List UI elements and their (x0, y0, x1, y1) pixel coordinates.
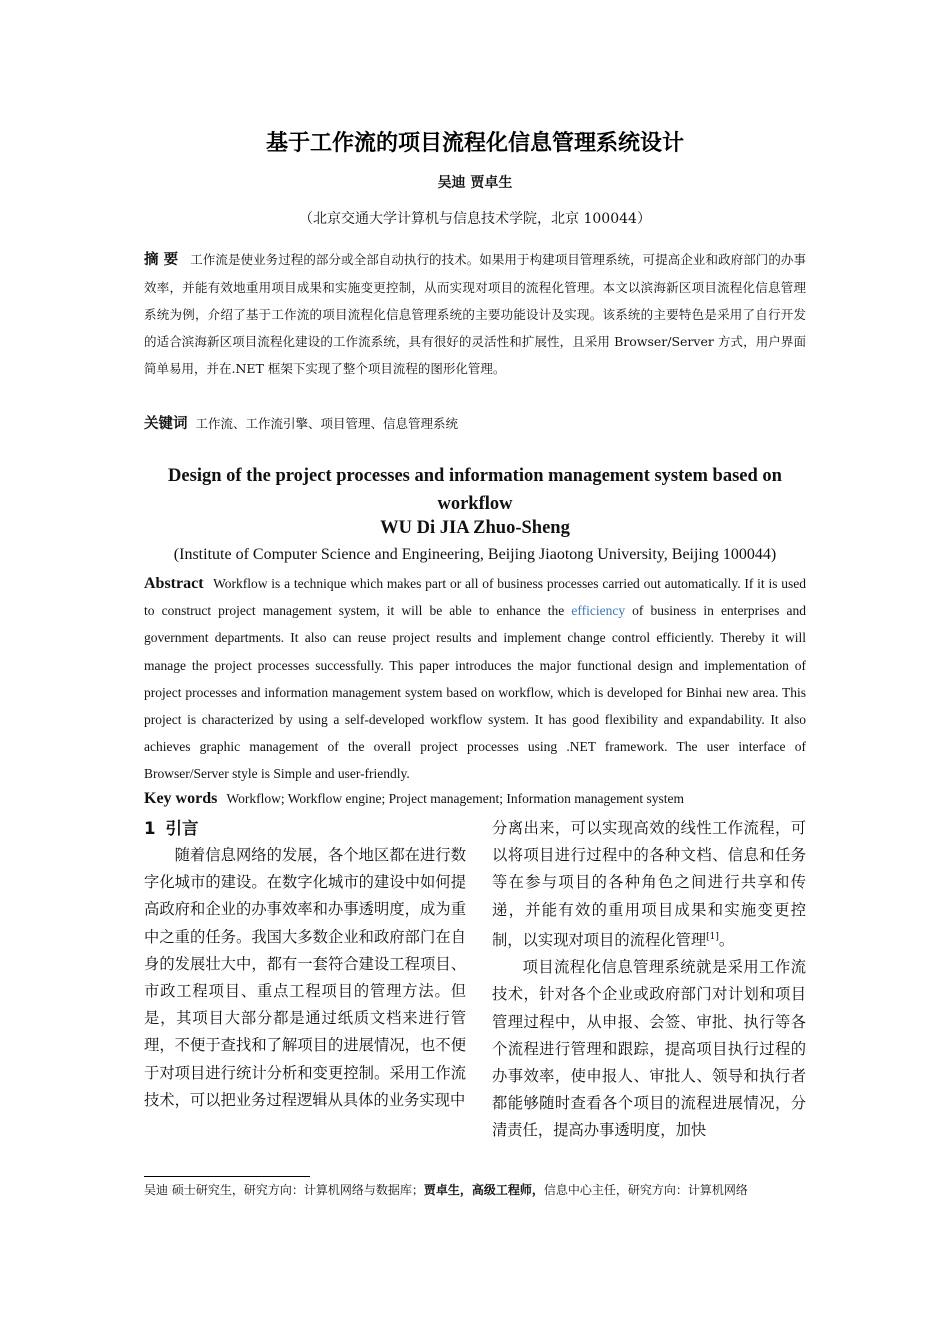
keywords-en-label: Key words (144, 790, 218, 807)
efficiency-link[interactable]: efficiency (571, 603, 626, 619)
paper-title-en: Design of the project processes and information management system based on workflow (168, 466, 782, 514)
abstract-en (144, 570, 806, 788)
abstract-cn-text: 工作流是使业务过程的部分或全部自动执行的技术。如果用于构建项目管理系统，可提高企业和政府部门的办事效率，并能有效地重用项目成果和实施变更控制，从而实现对项目的流程化管理。本文以滨海新区项目流程化信息管理系统为例，介绍了基于工作流的项目流程化信息管理系统的主要功能设计及实现。该系统的主要特色是采用了自行开发的适合滨海新区项目流程化建设的工作流系统，具有很好的灵活性和扩展性，且采用 Browser/Server 方式，用户界面简单易用，并在.NET 框架下实现了整个项目流程的图形化管理。 (144, 252, 806, 376)
body-paragraph-continued (492, 815, 806, 954)
footnote (144, 1182, 806, 1199)
footnote-author-title: 贾卓生，高级工程师， (423, 1183, 544, 1197)
authors-en: WU Di JIA Zhuo-Sheng (380, 518, 570, 538)
affiliation-en: (Institute of Computer Science and Engineering, Beijing Jiaotong University, Beijing 100044) (173, 546, 777, 563)
citation-ref[interactable]: [1] (706, 931, 719, 942)
abstract-cn-label: 摘 要 (144, 252, 179, 268)
section-heading-intro (144, 815, 198, 839)
paper-title: 基于工作流的项目流程化信息管理系统设计 (265, 131, 684, 156)
section-number: 1 (144, 819, 156, 838)
keywords-cn-label: 关键词 (144, 416, 188, 432)
keywords-en (144, 790, 684, 808)
keywords-en-text: Workflow; Workflow engine; Project management; Information management system (226, 791, 685, 806)
footnote-text-end: 信息中心主任，研究方向：计算机网络 (543, 1183, 748, 1197)
footnote-text: 吴迪 硕士研究生，研究方向：计算机网络与数据库； (144, 1183, 424, 1197)
section-title: 引言 (165, 819, 199, 838)
keywords-cn (144, 412, 458, 433)
keywords-cn-text: 工作流、工作流引擎、项目管理、信息管理系统 (195, 416, 459, 431)
abstract-cn (144, 246, 806, 382)
body-paragraph: 项目流程化信息管理系统就是采用工作流技术，针对各个企业或政府部门对计划和项目管理过程中，从申报、会签、审批、执行等各个流程进行管理和跟踪，提高项目执行过程的办事效率，使申报人、审批人、领导和执行者都能够随时查看各个项目的流程进展情况，分清责任，提高办事透明度，加快 (492, 958, 806, 1140)
body-left-column (144, 842, 466, 1114)
abstract-en-text-before: Workflow is a technique which makes part or all of business processes carried out automatically. If it is used to construct project management system, it will be able to enhance the (144, 576, 806, 619)
body-text: 分离出来，可以实现高效的线性工作流程，可以将项目进行过程中的各种文档、信息和任务等在参与项目的各种角色之间进行共享和传递，并能有效的重用项目成果和实施变更控制，以实现对项目的流程化管理 (492, 819, 806, 949)
affiliation: （北京交通大学计算机与信息技术学院，北京 100044） (299, 211, 651, 227)
abstract-en-text-after: of business in enterprises and government departments. It also can reuse project results and implement change control efficiently. Thereby it will manage the project processes successfully. This paper introduces the major functional design and implementation of project processes and information management system based on workflow, which is developed for Binhai new area. This project is characterized by using a self-developed workflow system. It has good flexibility and expandability. It also achieves graphic management of the overall project processes using .NET framework. The user interface of Browser/Server style is Simple and user-friendly. (144, 603, 807, 782)
body-paragraph: 随着信息网络的发展，各个地区都在进行数字化城市的建设。在数字化城市的建设中如何提高政府和企业的办事效率和办事透明度，成为重中之重的任务。我国大多数企业和政府部门在自身的发展壮大中，都有一套符合建设工程项目、市政工程项目、重点工程项目的管理方法。但是，其项目大部分都是通过纸质文档来进行管理，不便于查找和了解项目的进展情况，也不便于对项目进行统计分析和变更控制。采用工作流技术，可以把业务过程逻辑从具体的业务实现中 (144, 846, 466, 1109)
footnote-divider (144, 1176, 310, 1177)
body-right-column (492, 815, 806, 1145)
abstract-en-label: Abstract (144, 575, 204, 592)
authors: 吴迪 贾卓生 (437, 175, 513, 191)
body-text-end: 。 (718, 930, 735, 949)
